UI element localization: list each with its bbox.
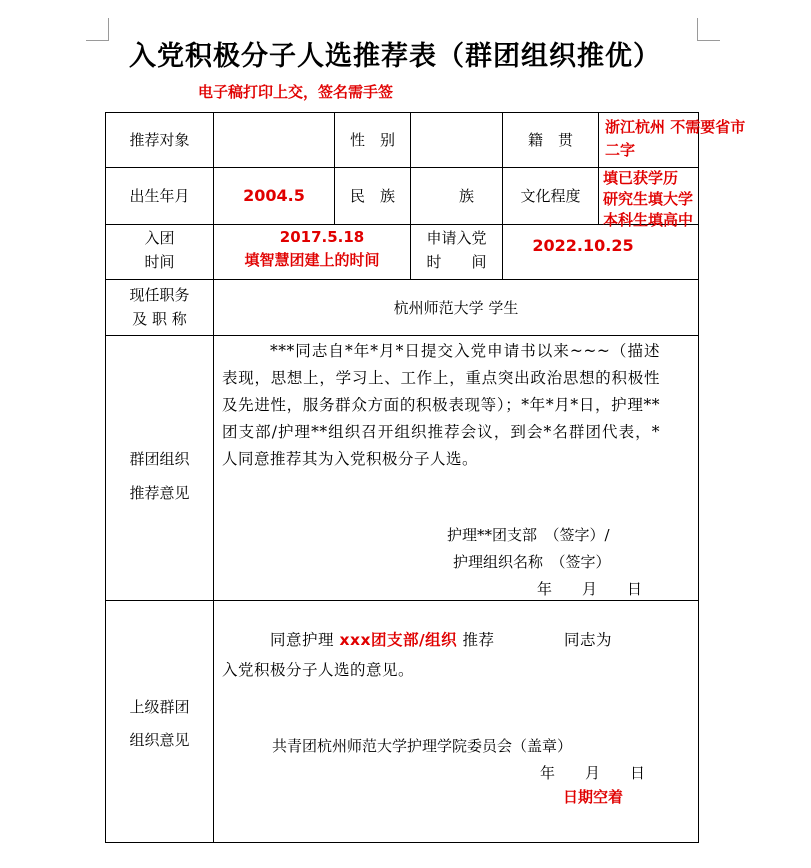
label-ethnicity: 民 族 [349, 187, 395, 205]
label-apply-party: 申请入党 时 间 [426, 229, 487, 271]
nominee-field[interactable] [214, 113, 334, 167]
ethnicity-suffix: 族 [458, 187, 474, 205]
label-gender: 性 别 [349, 131, 395, 149]
upper-suffix: 同志为 [564, 631, 613, 649]
upper-line-2: 入党积极分子人选的意见。 [222, 661, 415, 679]
label-join-league: 入团 时间 [144, 229, 175, 271]
label-birth: 出生年月 [129, 187, 190, 205]
group-opinion-date: 年 月 日 [537, 580, 643, 598]
label-group-opinion: 群团组织 推荐意见 [129, 450, 190, 502]
label-position: 现任职务 及 职 称 [129, 286, 190, 328]
upper-date: 年 月 日 [540, 764, 646, 782]
education-note-1: 填已获学历 [603, 169, 679, 187]
label-education: 文化程度 [520, 187, 581, 205]
sign-org-name: 护理组织名称 （签字） [453, 553, 611, 571]
page-title: 入党积极分子人选推荐表（群团组织推优） [129, 41, 661, 72]
group-opinion-signatures [447, 522, 687, 603]
date-blank-note: 日期空着 [563, 788, 624, 806]
label-upper-opinion: 上级群团 组织意见 [129, 698, 190, 749]
ethnicity-field[interactable] [411, 168, 502, 224]
upper-opinion-text[interactable] [222, 625, 672, 685]
label-origin: 籍 贯 [527, 131, 573, 149]
sign-league-branch: 护理**团支部 （签字）/ [447, 526, 610, 544]
birth-value[interactable]: 2004.5 [243, 186, 305, 205]
label-nominee: 推荐对象 [129, 131, 190, 149]
education-note-3: 本科生填高中 [603, 211, 694, 229]
education-note-2: 研究生填大学 [603, 190, 694, 208]
upper-prefix: 同意护理 [270, 631, 335, 649]
education-notes [603, 168, 713, 231]
upper-opinion-signatures [272, 733, 682, 787]
upper-org: xxx团支部/组织 [339, 631, 458, 649]
gender-field[interactable] [411, 113, 502, 167]
position-value[interactable]: 杭州师范大学 学生 [393, 298, 519, 317]
join-league-field[interactable] [214, 226, 410, 272]
apply-party-value[interactable]: 2022.10.25 [532, 236, 634, 255]
join-league-hint: 填智慧团建上的时间 [244, 251, 380, 269]
top-note: 电子稿打印上交，签名需手签 [198, 83, 394, 101]
group-opinion-text[interactable]: ***同志自*年*月*日提交入党申请书以来~~~（描述表现，思想上，学习上、工作上，重点突出政治思想的积极性及先进性，服务群众方面的积极表现等）；*年*月*日，护理**团支部/护理**组织召开组织推荐会议，到会*名群团代表，*人同意推荐其为入党积极分子人选。 [222, 342, 660, 468]
upper-sign: 共青团杭州师范大学护理学院委员会（盖章） [272, 737, 573, 755]
origin-note: 浙江杭州 不需要省市二字 [605, 118, 746, 159]
upper-middle: 推荐 [462, 631, 495, 649]
join-league-value: 2017.5.18 [279, 228, 365, 246]
